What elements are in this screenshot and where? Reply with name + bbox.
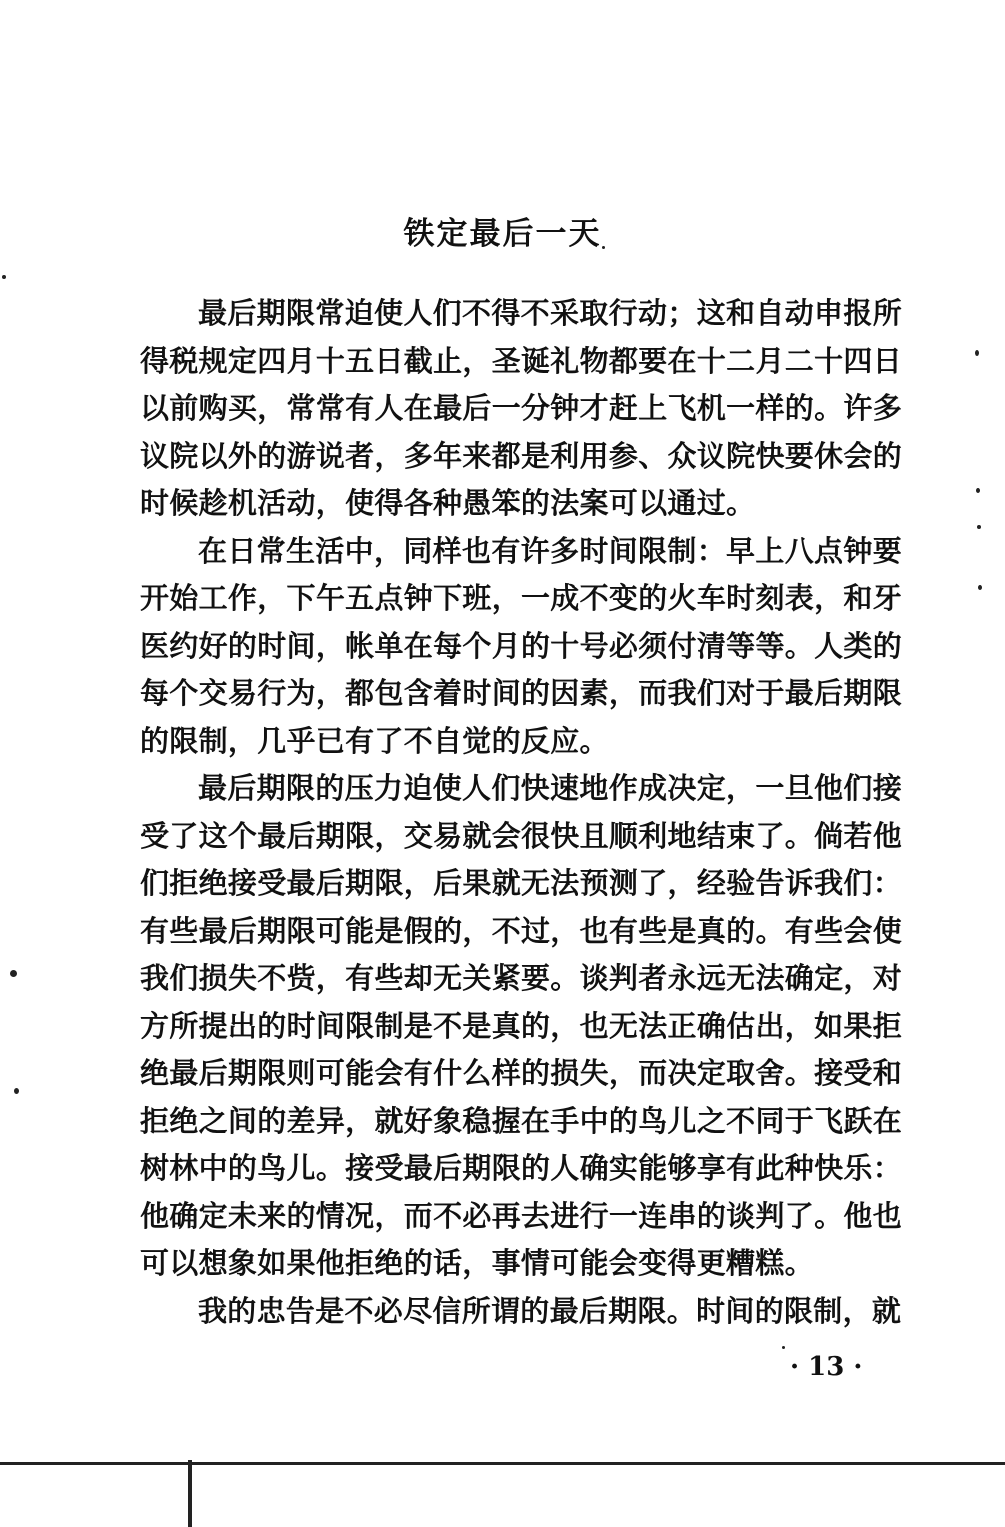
scan-speck	[978, 585, 982, 590]
paragraph-4: 我的忠告是不必尽信所谓的最后期限。时间的限制，就	[198, 1293, 902, 1328]
scan-speck	[782, 1346, 785, 1349]
page-number: · 13 ·	[790, 1352, 863, 1382]
bottom-rule	[0, 1462, 1005, 1465]
body-text	[140, 290, 902, 1335]
paragraph-2: 在日常生活中，同样也有许多时间限制：早上八点钟要开始工作，下午五点钟下班，一成不变的火车时刻表，和牙医约好的时间，帐单在每个月的十号必须付清等等。人类的每个交易行为，都包含着时间的因素，而我们对于最后期限的限制，几乎已有了不自觉的反应。	[140, 533, 902, 758]
scan-speck	[2, 275, 6, 279]
paragraph-1: 最后期限常迫使人们不得不采取行动；这和自动申报所得税规定四月十五日截止，圣诞礼物都要在十二月二十四日以前购买，常常有人在最后一分钟才赶上飞机一样的。许多议院以外的游说者，多年来都是利用参、众议院快要休会的时候趁机活动，使得各种愚笨的法案可以通过。	[140, 296, 902, 520]
scan-speck	[14, 1088, 19, 1094]
scan-speck	[976, 488, 980, 493]
scan-speck	[977, 525, 981, 529]
page-title: 铁定最后一天	[403, 216, 602, 252]
paragraph-3: 最后期限的压力迫使人们快速地作成决定，一旦他们接受了这个最后期限，交易就会很快且顺利地结束了。倘若他们拒绝接受最后期限，后果就无法预测了，经验告诉我们：有些最后期限可能是假的，不过，也有些是真的。有些会使我们损失不赀，有些却无关紧要。谈判者永远无法确定，对方所提出的时间限制是不是真的，也无法正确估出，如果拒绝最后期限则可能会有什么样的损失，而决定取舍。接受和拒绝之间的差异，就好象稳握在手中的鸟儿之不同于飞跃在树林中的鸟儿。接受最后期限的人确实能够享有此种快乐：他确定未来的情况，而不必再去进行一连串的谈判了。他也可以想象如果他拒绝的话，事情可能会变得更糟糕。	[140, 771, 902, 1280]
scan-speck	[10, 970, 17, 977]
scan-speck	[975, 350, 979, 356]
binding-line	[188, 1460, 192, 1527]
scan-speck	[602, 246, 605, 249]
